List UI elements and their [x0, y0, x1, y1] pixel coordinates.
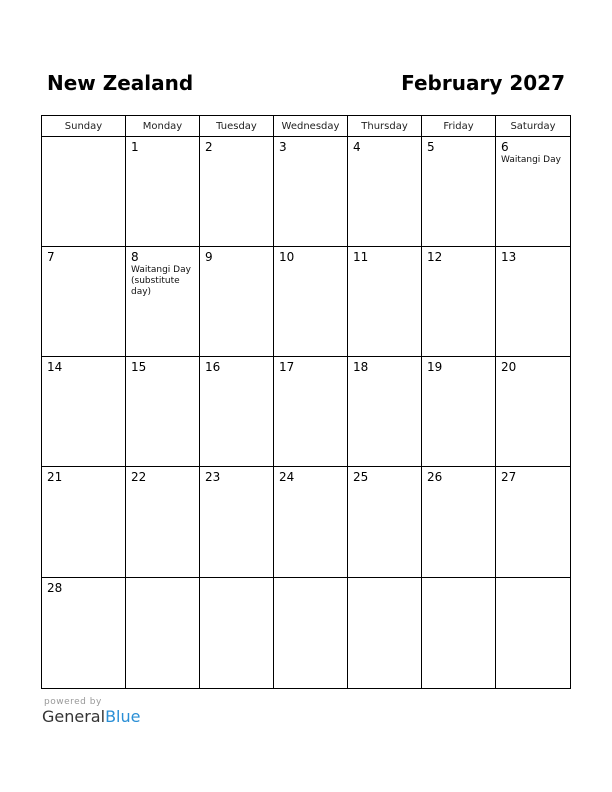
holiday-label: Waitangi Day [501, 155, 561, 165]
day-cell [41, 247, 126, 357]
brand-part-general: General [42, 707, 106, 726]
day-cell [422, 467, 496, 578]
day-cell [126, 578, 200, 689]
day-number: 19 [427, 360, 443, 374]
weekday-header-tuesday: Tuesday [200, 115, 274, 137]
day-cell [422, 137, 496, 247]
day-cell [200, 247, 274, 357]
day-cell [348, 247, 422, 357]
day-number: 7 [47, 250, 55, 264]
day-number: 12 [427, 250, 443, 264]
day-cell [496, 578, 571, 689]
day-cell [348, 357, 422, 467]
day-number: 13 [501, 250, 517, 264]
holiday-label: Waitangi Day (substitute day) [131, 265, 191, 297]
day-number: 8 [131, 250, 139, 264]
day-cell [274, 247, 348, 357]
day-cell [274, 357, 348, 467]
day-number: 15 [131, 360, 147, 374]
day-cell [274, 137, 348, 247]
day-number: 4 [353, 140, 361, 154]
day-cell [274, 578, 348, 689]
day-number: 2 [205, 140, 213, 154]
weekday-header-saturday: Saturday [496, 115, 571, 137]
day-number: 6 [501, 140, 509, 154]
day-cell [348, 137, 422, 247]
day-cell [200, 357, 274, 467]
weekday-header-friday: Friday [422, 115, 496, 137]
day-number: 22 [131, 470, 147, 484]
day-cell [126, 357, 200, 467]
day-cell [200, 137, 274, 247]
day-cell [274, 467, 348, 578]
day-cell [496, 357, 571, 467]
day-cell [496, 467, 571, 578]
day-cell [496, 247, 571, 357]
weekday-header-thursday: Thursday [348, 115, 422, 137]
country-title: New Zealand [47, 71, 194, 95]
day-number: 14 [47, 360, 63, 374]
day-cell [126, 467, 200, 578]
day-number: 5 [427, 140, 435, 154]
calendar-grid [41, 115, 571, 689]
day-cell [200, 578, 274, 689]
day-cell [348, 578, 422, 689]
weekday-header-sunday: Sunday [41, 115, 126, 137]
day-cell [348, 467, 422, 578]
day-number: 16 [205, 360, 221, 374]
weekday-header-wednesday: Wednesday [274, 115, 348, 137]
brand-part-blue: Blue [105, 707, 141, 726]
day-cell [41, 578, 126, 689]
day-number: 18 [353, 360, 369, 374]
day-number: 3 [279, 140, 287, 154]
day-cell [41, 357, 126, 467]
generalblue-logo[interactable] [42, 707, 140, 726]
day-number: 11 [353, 250, 369, 264]
day-number: 1 [131, 140, 139, 154]
day-number: 20 [501, 360, 517, 374]
day-number: 23 [205, 470, 221, 484]
day-cell [126, 137, 200, 247]
day-cell [41, 137, 126, 247]
day-number: 28 [47, 581, 63, 595]
day-number: 24 [279, 470, 295, 484]
day-cell [41, 467, 126, 578]
powered-by-text: powered by [44, 697, 102, 707]
day-number: 27 [501, 470, 517, 484]
day-cell [126, 247, 200, 357]
day-number: 9 [205, 250, 213, 264]
day-number: 10 [279, 250, 295, 264]
day-cell [422, 357, 496, 467]
day-number: 25 [353, 470, 369, 484]
month-year-title: February 2027 [401, 71, 565, 95]
day-cell [422, 247, 496, 357]
weekday-header-monday: Monday [126, 115, 200, 137]
day-cell [200, 467, 274, 578]
day-number: 17 [279, 360, 295, 374]
day-cell [496, 137, 571, 247]
day-cell [422, 578, 496, 689]
day-number: 26 [427, 470, 443, 484]
day-number: 21 [47, 470, 63, 484]
